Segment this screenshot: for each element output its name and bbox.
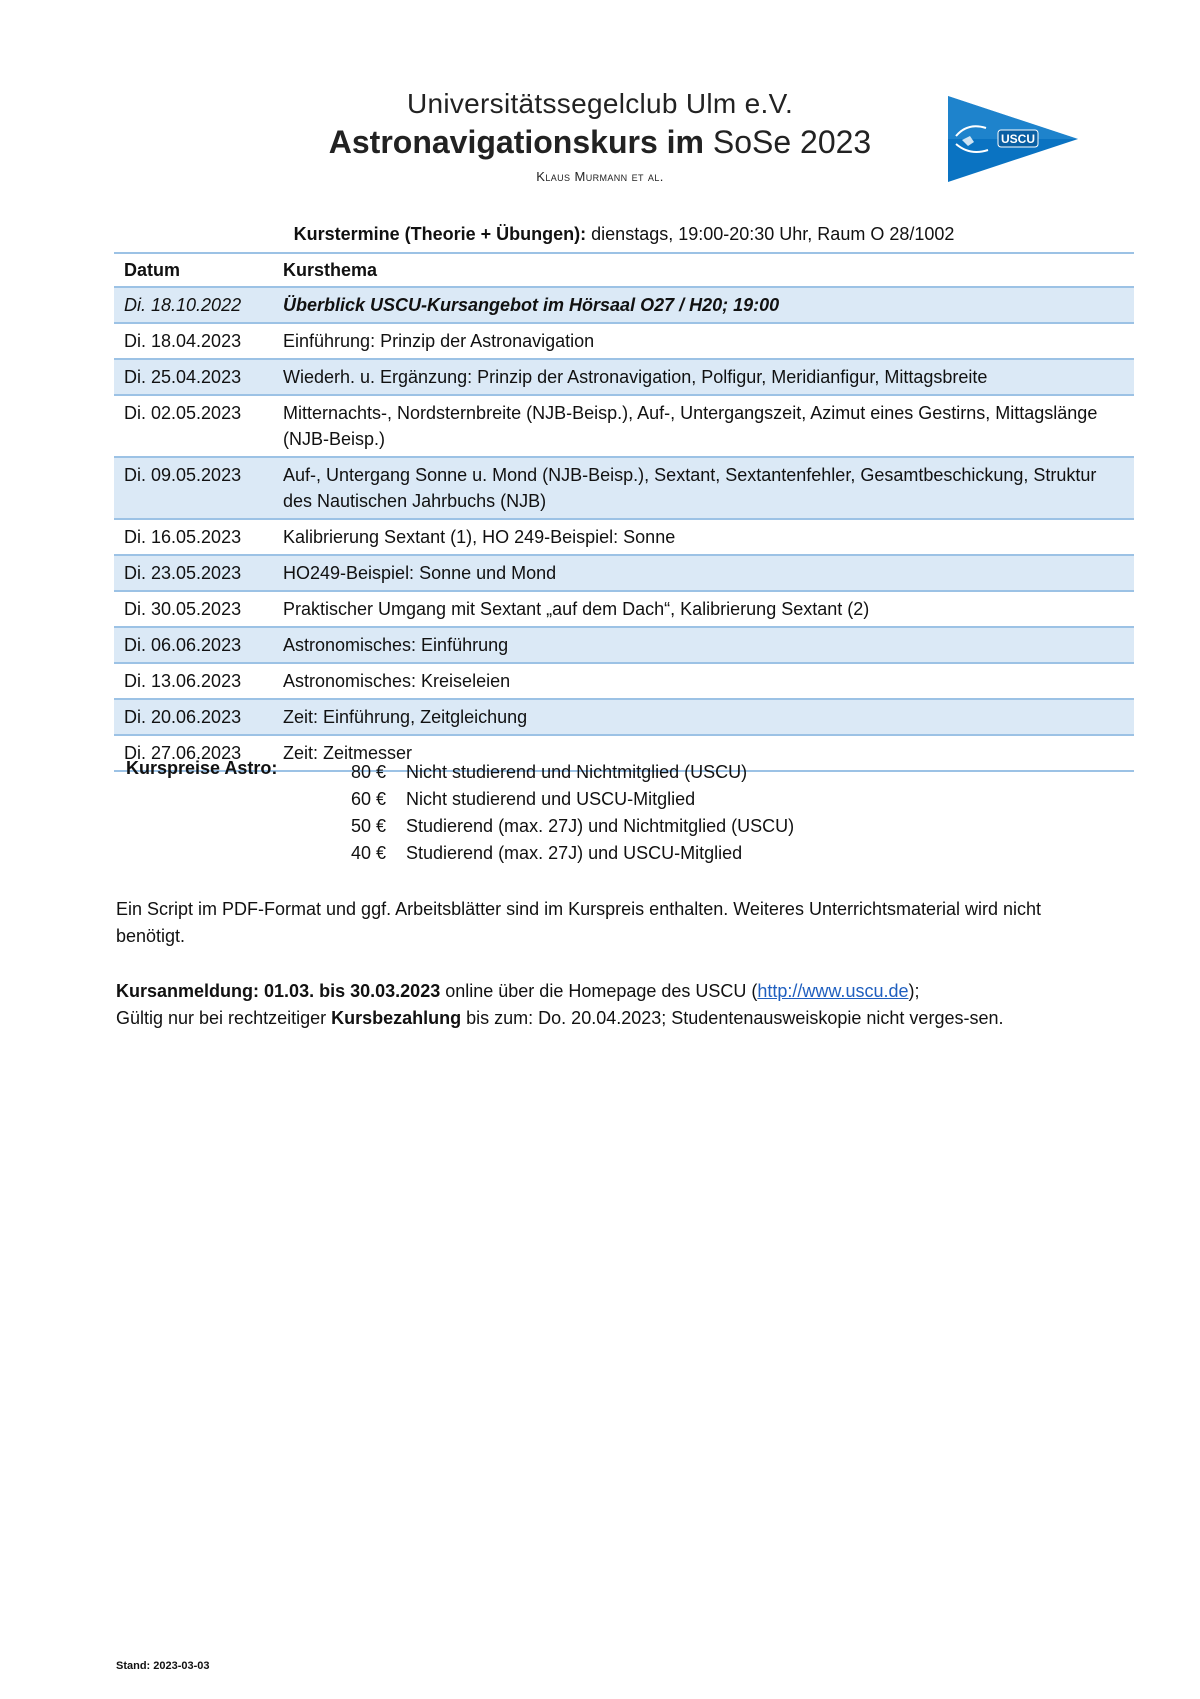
schedule-header-row [114,253,1134,287]
row-date: Di. 13.06.2023 [114,663,273,699]
row-topic: Auf-, Untergang Sonne u. Mond (NJB-Beisp.), Sextant, Sextantenfehler, Gesamtbeschickung, Struktur des Nautischen Jahrbuchs (NJB) [273,457,1134,519]
homepage-link[interactable]: http://www.uscu.de [757,981,909,1001]
price-item [336,839,742,867]
table-row [114,323,1134,359]
row-date: Di. 18.04.2023 [114,323,273,359]
table-row [114,359,1134,395]
schedule-table [114,252,1134,772]
row-topic: Kalibrierung Sextant (1), HO 249-Beispiel: Sonne [273,519,1134,555]
table-row [114,627,1134,663]
registration-bis: bis [319,981,346,1001]
row-date: Di. 23.05.2023 [114,555,273,591]
row-topic: Praktischer Umgang mit Sextant „auf dem Dach“, Kalibrierung Sextant (2) [273,591,1134,627]
document-footer: Stand: 2023-03-03 [116,1660,210,1672]
logo-text: USCU [1000,132,1036,146]
table-row [114,663,1134,699]
col-header-date: Datum [114,253,273,287]
price-amount: 40 € [350,843,386,863]
price-item [336,812,794,840]
row-date: Di. 02.05.2023 [114,395,273,457]
row-topic: Mitternachts-, Nordsternbreite (NJB-Beisp.), Auf-, Untergangszeit, Azimut eines Gestirns, Mittagslänge (NJB-Beisp.) [273,395,1134,457]
row-topic: Einführung: Prinzip der Astronavigation [273,323,1134,359]
row-date: Di. 20.06.2023 [114,699,273,735]
row-topic: HO249-Beispiel: Sonne und Mond [273,555,1134,591]
row-topic: Astronomisches: Kreiseleien [273,663,1134,699]
price-desc: Studierend (max. 27J) und Nichtmitglied (USCU) [406,816,795,836]
author-line: Klaus Murmann et al. [536,169,664,184]
row-topic: Zeit: Einführung, Zeitgleichung [273,699,1134,735]
row-date: Di. 25.04.2023 [114,359,273,395]
table-row [114,555,1134,591]
registration-text-end: ); [908,981,920,1001]
row-date: Di. 30.05.2023 [114,591,273,627]
table-row [114,457,1134,519]
price-item [336,785,695,813]
row-date: Di. 06.06.2023 [114,627,273,663]
payment-label: Kursbezahlung [331,1008,462,1028]
price-desc: Studierend (max. 27J) und USCU-Mitglied [406,843,743,863]
row-date: Di. 16.05.2023 [114,519,273,555]
price-desc: Nicht studierend und USCU-Mitglied [406,789,696,809]
registration-text: online über die Homepage des USCU ( [445,981,758,1001]
row-topic: Astronomisches: Einführung [273,627,1134,663]
col-header-topic: Kursthema [273,253,1134,287]
registration-label: Kursanmeldung: [116,981,260,1001]
price-amount: 60 € [350,789,386,809]
row-topic: Wiederh. u. Ergänzung: Prinzip der Astronavigation, Polfigur, Meridianfigur, Mittagsbreite [273,359,1134,395]
row-date: Di. 09.05.2023 [114,457,273,519]
table-row [114,591,1134,627]
price-item [336,758,747,786]
registration-date-to: 30.03.2023 [350,981,441,1001]
price-list-label: Kurspreise Astro: [126,758,278,778]
row-date: Di. 18.10.2022 [114,287,273,323]
script-note: Ein Script im PDF-Format und ggf. Arbeitsblätter sind im Kurspreis enthalten. Weiteres Unterrichtsmaterial wird nicht benötigt. [116,899,1042,946]
payment-text-b: bis zum: Do. 20.04.2023; Studentenausweiskopie nicht verges-sen. [466,1008,1004,1028]
schedule-subheader-value: dienstags, 19:00-20:30 Uhr, Raum O 28/1002 [591,224,955,244]
schedule-subheader [114,224,1134,245]
uscu-pennant-logo [948,96,1078,182]
schedule-subheader-label: Kurstermine (Theorie + Übungen): [293,224,587,244]
row-topic: Überblick USCU-Kursangebot im Hörsaal O27 / H20; 19:00 [273,287,1134,323]
course-title-year: SoSe 2023 [712,124,872,160]
table-row [114,519,1134,555]
org-name: Universitätssegelclub Ulm e.V. [406,88,794,119]
price-amount: 80 € [350,762,386,782]
course-title-main: Astronavigationskurs im [328,124,704,160]
registration-date-from: 01.03. [264,981,315,1001]
table-row [114,395,1134,457]
registration-info [116,978,1106,1032]
table-row [114,287,1134,323]
row-date: Di. 27.06.2023 [114,735,273,771]
table-row [114,699,1134,735]
payment-text-a: Gültig nur bei rechtzeitiger [116,1008,327,1028]
price-desc: Nicht studierend und Nichtmitglied (USCU) [406,762,748,782]
price-amount: 50 € [350,816,386,836]
row-topic: Zeit: Zeitmesser [273,735,1134,771]
